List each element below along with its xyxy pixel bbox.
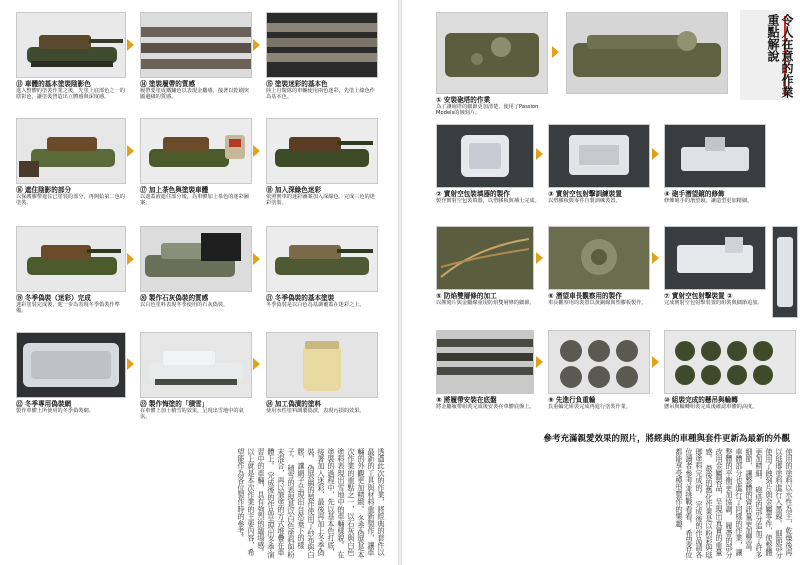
tank-icon [141, 227, 251, 291]
body-paragraph: 冬季偽裝是本次作業的重點之一，以石灰與白色塗料表現出雪地中的車輛樣貌。 [337, 448, 366, 559]
step-title: ⑤ 防焰雙層條的加工 [436, 292, 497, 300]
body-paragraph: 細節部分使用了蝕刻片與金屬零件，使整體更加精細。 [755, 448, 784, 559]
body-paragraph: 透過此次的作業，將經典的套件以最新的工具與材料重新製作，讓車輛的外觀更加精緻。 [357, 448, 386, 556]
step-text: 進入整體的塗裝作業之後，先塗上底部色之一的陰影色，讓塗裝營造出立體感與深度感。 [16, 88, 125, 101]
step-text: 依照實車的迷彩圖案加入深綠色，完成三色的迷彩塗裝。 [266, 194, 375, 207]
photo-track-links [140, 12, 252, 78]
body-paragraph: 積雪的表現是以白色塗料與粉末混合，再以筆塗的方式堆疊在車體上。 [267, 448, 296, 559]
arrow-right-icon [127, 145, 134, 157]
step-text: 以白色塗料表現冬季使用的石灰偽裝。 [140, 302, 229, 308]
arrow-right-icon [253, 358, 260, 370]
step-title: ㉔ 加工偽漬的塗料 [266, 400, 322, 408]
step-title: ① 安裝砲塔的作業 [436, 96, 491, 104]
body-paragraph: 完成後的作品呈現出冬季演習中的車輛，具有強烈的臨場感。 [257, 448, 276, 559]
photo-tracks [436, 330, 534, 394]
arrow-right-icon [253, 145, 260, 157]
track-icon [437, 331, 533, 393]
photo-road-wheels [548, 330, 650, 394]
body-paragraph: 車體部分也進行了同樣的作業，讓整體的平衡更加協調。 [725, 448, 744, 556]
part-icon [549, 227, 649, 289]
tank-icon [17, 119, 125, 183]
body-paragraph: 完成後的作品請各位讀者參考並挑戰看看。 [685, 448, 704, 559]
photo-paint-jar [266, 332, 378, 398]
arrow-right-icon [652, 356, 659, 368]
photo-turret-full [566, 12, 728, 94]
step-text: 以保護膠帶遮住已塗裝的部分，再開始第二色的塗裝。 [16, 194, 125, 207]
arrow-right-icon [127, 39, 134, 51]
photo-track-dark [266, 12, 378, 78]
photo-snow-tank [140, 332, 252, 398]
part-icon [665, 227, 765, 289]
track-icon [267, 13, 377, 77]
step-text: 製作實射空包裝填器，以塑膠板與補土完成。 [436, 198, 540, 204]
photo-tank-winter [16, 226, 126, 292]
photo-tank-base [16, 12, 126, 78]
section-title [740, 10, 792, 100]
photo-turret-top [436, 12, 548, 94]
photo-wire [436, 226, 534, 290]
step-title: ⑬ 車體的基本塗裝陰影色 [16, 80, 91, 88]
step-text: 完成實射空包射擊裝置的組裝與細節追加。 [664, 300, 763, 306]
body-paragraph: 希望各位都能享受模型製作的樂趣。 [675, 448, 694, 559]
step-text: 車長觀察用的裝置以黃銅線與塑膠板製作。 [548, 300, 647, 306]
step-text: 使用水性塗料調製偽漬，表現污損的效果。 [266, 408, 365, 414]
step-title: ② 實射空包裝填器的製作 [436, 190, 510, 198]
step-text: 以遮蓋液遮住部分後，為車體加上茶色的迷彩圖案。 [140, 194, 249, 207]
step-title: ㉓ 製作悔塗的「積雪」 [140, 400, 209, 408]
step-title: ⑭ 塗裝履帶的質感 [140, 80, 196, 88]
arrow-right-icon [552, 46, 559, 58]
photo-tank-winter-base [266, 226, 378, 292]
step-title: ⑩ 組裝完成的懸吊與輪轉 [664, 396, 738, 404]
section-heading: 令人在意的作業重點解說 [766, 14, 794, 98]
step-text: 履帶要塗成鐵鏽色以表現金屬感，接著以乾刷突顯邊緣的質感。 [140, 88, 249, 101]
photo-tank-masked [16, 118, 126, 184]
net-icon [17, 333, 125, 397]
arrow-right-icon [536, 252, 543, 264]
step-title: ⑥ 潛望車長觀察用的製作 [548, 292, 622, 300]
arrow-right-icon [127, 253, 134, 265]
photo-net [16, 332, 126, 398]
step-title: ㉑ 冬季偽裝的基本塗裝 [266, 294, 335, 302]
body-paragraph: 履帶的部分改用金屬製品，呈現出真實的重量感。 [705, 448, 734, 559]
step-title: ⑦ 實射空包射擊裝置 ② [664, 292, 733, 300]
step-text: 將金屬履帶組裝完成後安裝在車體底盤上。 [436, 404, 535, 410]
body-paragraph: 在塗裝的過程中，先以基本色打底，接著加入迷彩，最後再加上冬季偽裝。 [307, 448, 346, 559]
step-text: 製作車體上所使用的冬季偽裝網。 [16, 408, 94, 414]
photo-breech [436, 124, 534, 188]
track-icon [141, 13, 251, 77]
photo-training-device [548, 124, 650, 188]
body-paragraph: 偽裝網的製作使用了紗布與白膠，讓網子呈現出自然垂下的樣子。 [287, 448, 316, 559]
arrow-right-icon [536, 356, 543, 368]
step-text: 修飾砲手的潛望鏡，讓造型更加精細。 [664, 198, 753, 204]
arrow-right-icon [536, 148, 543, 160]
part-icon [549, 125, 649, 187]
arrow-right-icon [652, 252, 659, 264]
tank-icon [267, 227, 377, 291]
part-icon [665, 125, 765, 187]
step-text: 冬季偽裝是以白色為基調覆蓋在迷彩之上。 [266, 302, 365, 308]
part-icon [773, 227, 797, 317]
tank-icon [17, 227, 125, 291]
photo-vertical-part [772, 226, 798, 318]
step-text: 陸上自衛隊的車輛使用兩色迷彩，先塗上綠色作為基本色。 [266, 88, 375, 101]
body-text-left [16, 448, 386, 560]
tank-icon [17, 13, 125, 77]
right-page [402, 0, 800, 565]
step-text: 負重輪先組裝完成再進行塗裝作業。 [548, 404, 632, 410]
arrow-right-icon [652, 148, 659, 160]
body-text-right [432, 448, 794, 560]
wheel-icon [665, 331, 795, 393]
step-text: 迷彩塗裝完成後，進一步為表現冬季偽裝作準備。 [16, 302, 120, 315]
photo-tank-camo-dark [266, 118, 378, 184]
photo-lime-brush [140, 226, 252, 292]
jar-icon [267, 333, 377, 397]
turret-icon [437, 13, 547, 93]
step-title: ⑧ 將履帶安裝在底盤 [436, 396, 497, 404]
step-text: 懸吊與輪轉組裝完成後確認車體的高度。 [664, 404, 758, 410]
body-paragraph: 最後的舊化作業是以粉彩與琺瑯塗料完成的。 [695, 448, 714, 559]
photo-wheels-painted [664, 330, 796, 394]
body-paragraph: 砲塔的部分追加了許多細節，讓整體的資訊量更加豐富。 [745, 448, 764, 559]
step-title: ⑱ 加入深綠色迷彩 [266, 186, 322, 194]
step-text: 在車體上加上積雪的效果，呈現出雪地中的氣氛。 [140, 408, 244, 421]
photo-device-2 [664, 226, 766, 290]
arrow-right-icon [127, 358, 134, 370]
tank-icon [141, 333, 251, 397]
step-text: 為了讓砲塔的細節更加清楚，使用了Passion Models的蝕刻片。 [436, 104, 539, 117]
step-title: ⑳ 製作石灰偽裝的質感 [140, 294, 209, 302]
step-title: ⑮ 塗裝迷彩的基本色 [266, 80, 328, 88]
body-paragraph: 使用的塗料以水性為主，乾燥後再以琺瑯塗料進行入墨線。 [775, 448, 794, 556]
photo-tank-camo-paint [140, 118, 252, 184]
arrow-right-icon [253, 253, 260, 265]
part-icon [437, 125, 533, 187]
step-title: ⑲ 冬季偽裝（迷彩）完成 [16, 294, 91, 302]
wheel-icon [549, 331, 649, 393]
step-title: ⑨ 先進行負重輪 [548, 396, 596, 404]
photo-cupola [548, 226, 650, 290]
part-icon [437, 227, 533, 289]
photo-periscope [664, 124, 766, 188]
step-title: ⑯ 遮住陰影的部分 [16, 186, 72, 194]
tank-icon [141, 119, 251, 183]
tank-icon [267, 119, 377, 183]
step-title: ④ 砲手潛望鏡的修飾 [664, 190, 725, 198]
article-banner: 參考充滿親愛效果的照片，將經典的車種與套件更新為最新的外觀 [543, 434, 790, 444]
step-title: ⑰ 加上茶色與塗裝車體 [140, 186, 209, 194]
turret-icon [567, 13, 727, 93]
body-paragraph: 以上就是本次作業的主要內容，希望能作為各位製作時的參考。 [237, 448, 256, 556]
step-title: ③ 實射空包射擊訓練裝置 [548, 190, 622, 198]
step-title: ㉒ 冬季專用偽裝網 [16, 400, 72, 408]
left-page [0, 0, 398, 565]
step-text: 以蝕刻片與金屬線重現防焰雙層條的細節。 [436, 300, 535, 306]
step-text: 以塑膠板與零件自製訓練裝置。 [548, 198, 621, 204]
arrow-right-icon [253, 39, 260, 51]
